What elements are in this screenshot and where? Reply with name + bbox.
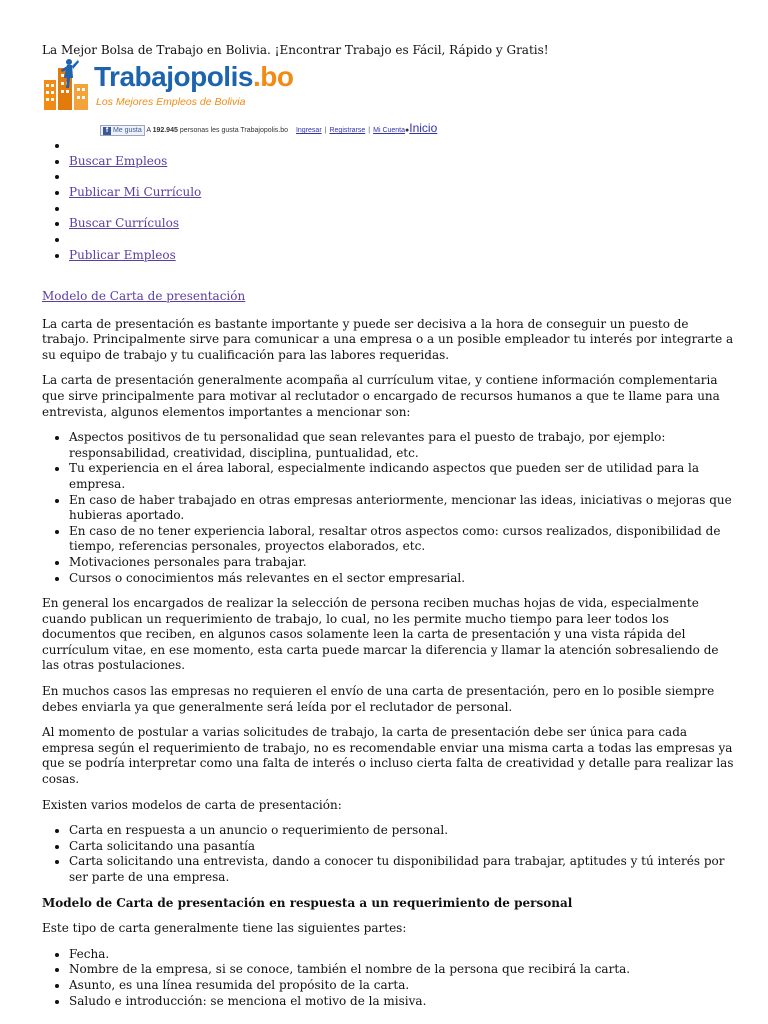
list-item: • Saludo e introducción: se menciona el motivo de la misiva. [69, 994, 736, 1010]
facebook-like-button[interactable] [100, 125, 145, 136]
article-paragraph: Existen varios modelos de carta de presentación: [42, 797, 342, 812]
article-title-link[interactable]: Modelo de Carta de presentación [42, 289, 246, 303]
list-item: • Carta solicitando una entrevista, dando a conocer tu disponibilidad para trabajar, aptitudes y tú interés por ser parte de una empresa. [69, 854, 736, 885]
like-count: 192.945 [152, 127, 178, 134]
article-paragraph: La carta de presentación es bastante importante y puede ser decisiva a la hora de conseguir un puesto de trabajo. Principalmente sirve para comunicar a una empresa o a un posible empleador tu interés por integrarte a su equipo de trabajo y tu cualificación para las labores requeridas. [42, 316, 734, 362]
letter-parts-list [42, 947, 736, 1009]
social-bar: f Me gusta A 192.945 personas les gusta Trabajopolis.bo Ingresar | Registrarse | Mi Cuenta●Inicio [100, 121, 437, 137]
nav-link-buscar-empleos[interactable]: Buscar Empleos [69, 153, 168, 168]
login-link[interactable]: Ingresar [295, 127, 322, 134]
article-paragraph: En muchos casos las empresas no requieren el envío de una carta de presentación, pero en lo posible siempre debes enviarla ya que generalmente será leída por el reclutador de personal. [42, 684, 715, 714]
nav-link-buscar-curriculos[interactable]: Buscar Currículos [69, 216, 180, 231]
nav-link-publicar-empleos[interactable]: Publicar Empleos [69, 247, 176, 262]
site-logo[interactable] [42, 58, 294, 112]
logo-building-icon [42, 58, 92, 112]
nav-item-buscar-curriculos [69, 216, 201, 232]
nav-item-publicar-curriculo [69, 185, 201, 201]
list-item: • Nombre de la empresa, si se conoce, también el nombre de la persona que recibirá la carta. [69, 962, 736, 978]
list-item: • Tu experiencia en el área laboral, especialmente indicando aspectos que pueden ser de utilidad para la empresa. [69, 461, 736, 492]
elements-list [42, 430, 736, 586]
list-item: • En caso de no tener experiencia laboral, resaltar otros aspectos como: cursos realizados, disponibilidad de tiempo, referencias personales, proyectos elaborados, etc. [69, 524, 736, 555]
list-item: • Carta en respuesta a un anuncio o requerimiento de personal. [69, 823, 736, 839]
list-item: • En caso de haber trabajado en otras empresas anteriormente, mencionar las ideas, iniciativas o mejoras que hubieras aportado. [69, 493, 736, 524]
nav-empty-item [69, 201, 201, 217]
list-item: • Carta solicitando una pasantía [69, 839, 736, 855]
logo-slogan: Los Mejores Empleos de Bolivia [96, 96, 246, 108]
list-item: • Asunto, es una línea resumida del propósito de la carta. [69, 978, 736, 994]
list-item: • Fecha. [69, 947, 736, 963]
article-paragraph: La carta de presentación generalmente acompaña al currículum vitae, y contiene información complementaria que sirve principalmente para motivar al reclutador o encargado de recursos humanos a que te llame para una entrevista, algunos elementos importantes a mencionar son: [42, 373, 720, 419]
my-account-link[interactable]: Mi Cuenta [373, 127, 406, 134]
nav-empty-item [69, 169, 201, 185]
bullet-icon: ● [405, 127, 410, 134]
nav-item-buscar-empleos [69, 154, 201, 170]
article-paragraph: En general los encargados de realizar la selección de persona reciben muchas hojas de vida, especialmente cuando publican un requerimiento de trabajo, lo cual, no les permite mucho tiempo para leer todos los documentos que reciben, en algunos casos solamente leen la carta de presentación y una vista rápida del currículum vitae, en ese momento, esta carta puede marcar la diferencia y llamar la atención sobresaliendo de las otras postulaciones. [42, 596, 719, 673]
register-link[interactable]: Registrarse [329, 127, 366, 134]
nav-item-publicar-empleos [69, 248, 201, 264]
letter-models-list [42, 823, 736, 885]
article-paragraph: Al momento de postular a varias solicitudes de trabajo, la carta de presentación debe ser única para cada empresa según el requerimiento de trabajo, no es recomendable enviar una misma carta a todas las empresas ya que se podría interpretar como una falta de interés o incluso cierta falta de creatividad y detalle para realizar las cosas. [42, 725, 734, 787]
nav-empty-item [69, 138, 201, 154]
like-text: personas les gusta Trabajopolis.bo [179, 127, 289, 134]
nav-link-publicar-curriculo[interactable]: Publicar Mi Currículo [69, 185, 202, 200]
site-tagline: La Mejor Bolsa de Trabajo en Bolivia. ¡Encontrar Trabajo es Fácil, Rápido y Gratis! [42, 43, 549, 57]
home-link[interactable]: Inicio [409, 121, 438, 135]
article-paragraph: Este tipo de carta generalmente tiene las siguientes partes: [42, 921, 407, 936]
article-content [42, 289, 736, 1019]
list-item: • Aspectos positivos de tu personalidad que sean relevantes para el puesto de trabajo, por ejemplo: responsabilidad, creatividad, disciplina, puntualidad, etc. [69, 430, 736, 461]
list-item: • Motivaciones personales para trabajar. [69, 555, 736, 571]
logo-wordmark: Trabajopolis.bo [94, 61, 294, 92]
facebook-icon: f [103, 127, 111, 135]
like-prefix: A [146, 127, 151, 134]
main-nav [42, 138, 201, 264]
list-item: • Cursos o conocimientos más relevantes en el sector empresarial. [69, 571, 736, 587]
nav-empty-item [69, 232, 201, 248]
like-label: Me gusta [112, 127, 142, 134]
section-heading: Modelo de Carta de presentación en respuesta a un requerimiento de personal [42, 895, 573, 910]
